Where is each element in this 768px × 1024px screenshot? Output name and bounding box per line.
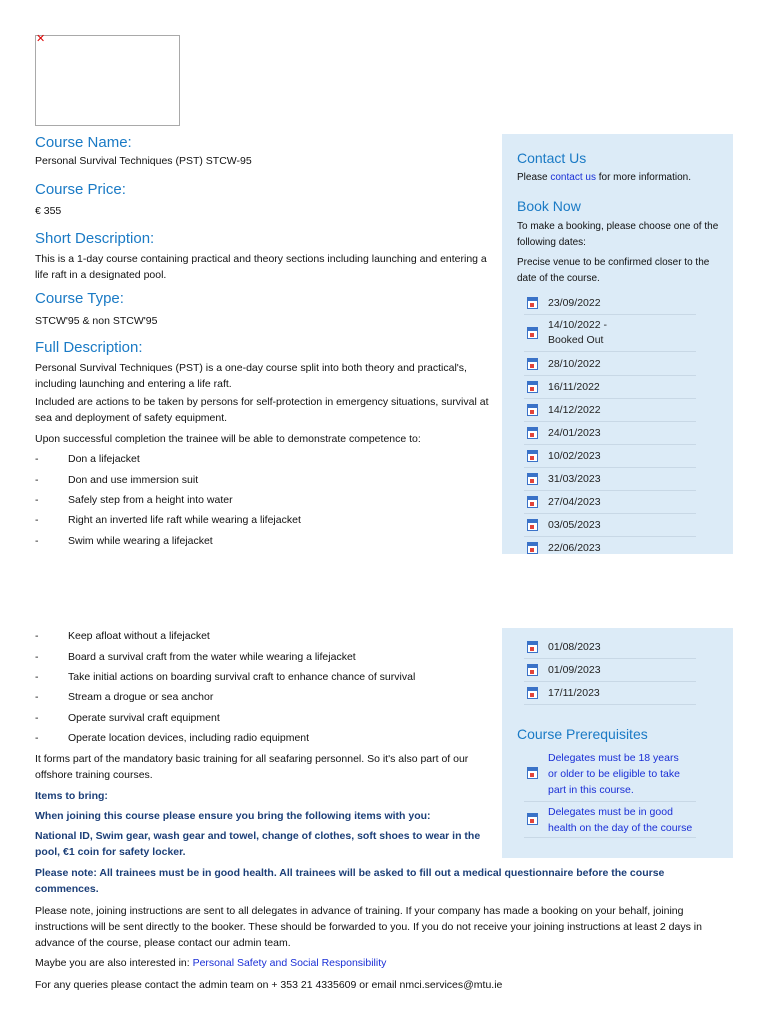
broken-image-icon: ✕ xyxy=(36,33,46,45)
contact-text: Please contact us for more information. xyxy=(517,172,691,183)
related-course-link[interactable]: Personal Safety and Social Responsibility xyxy=(192,957,387,969)
calendar-icon xyxy=(527,813,538,825)
full-description-p3: Upon successful completion the trainee will be able to demonstrate competence to: xyxy=(35,433,421,445)
items-intro: When joining this course please ensure you bring the following items with you: xyxy=(35,810,431,822)
interest-prefix: Maybe you are also interested in: xyxy=(35,957,193,969)
full-description-p1: Personal Survival Techniques (PST) is a one-day course split into both theory and practical's, including launching and entering a life raft. xyxy=(35,362,467,390)
calendar-icon xyxy=(527,542,538,554)
calendar-icon xyxy=(527,327,538,339)
health-note: Please note: All trainees must be in good health. All trainees will be asked to fill out a medical questionnaire before the course commences. xyxy=(35,867,665,895)
date-item[interactable]: 03/05/2023 xyxy=(524,516,696,537)
calendar-icon xyxy=(527,450,538,462)
calendar-icon xyxy=(527,404,538,416)
items-heading: Items to bring: xyxy=(35,790,108,802)
calendar-icon xyxy=(527,427,538,439)
course-price: € 355 xyxy=(35,205,62,217)
prerequisite-item: Delegates must be in good health on the day of the course xyxy=(524,803,696,838)
full-description-p2: Included are actions to be taken by persons for self-protection in emergency situations, survival at sea and deployment of safety equipment. xyxy=(35,396,489,424)
items-list: National ID, Swim gear, wash gear and towel, change of clothes, soft shoes to wear in the pool, €1 coin for safety locker. xyxy=(35,830,481,858)
queries-line: For any queries please contact the admin team on + 353 21 4335609 or email nmci.services@mtu.ie xyxy=(35,979,503,991)
contact-us-link[interactable]: contact us xyxy=(550,172,596,183)
course-name-heading: Course Name: xyxy=(35,134,132,151)
calendar-icon xyxy=(527,358,538,370)
course-image-placeholder xyxy=(35,35,180,126)
course-price-heading: Course Price: xyxy=(35,181,126,198)
date-item[interactable]: 27/04/2023 xyxy=(524,493,696,514)
date-item[interactable]: 10/02/2023 xyxy=(524,447,696,468)
prerequisites-heading: Course Prerequisites xyxy=(517,726,648,742)
book-now-heading: Book Now xyxy=(517,198,581,214)
course-type: STCW'95 & non STCW'95 xyxy=(35,315,158,327)
contact-heading: Contact Us xyxy=(517,150,587,166)
venue-note: Precise venue to be confirmed closer to the date of the course. xyxy=(517,257,710,284)
calendar-icon xyxy=(527,767,538,779)
date-item[interactable]: 16/11/2022 xyxy=(524,378,696,399)
calendar-icon xyxy=(527,687,538,699)
course-type-heading: Course Type: xyxy=(35,290,124,307)
interest-line xyxy=(35,955,725,971)
calendar-icon xyxy=(527,297,538,309)
sidebar-panel-continued xyxy=(502,628,733,858)
short-description-heading: Short Description: xyxy=(35,230,155,247)
calendar-icon xyxy=(527,519,538,531)
date-item[interactable]: 17/11/2023 xyxy=(524,684,696,705)
date-item[interactable]: 28/10/2022 xyxy=(524,355,696,376)
date-item[interactable]: 14/10/2022 - Booked Out xyxy=(524,317,696,352)
mandatory-note: It forms part of the mandatory basic training for all seafaring personnel. So it's also part of our offshore training courses. xyxy=(35,753,469,781)
date-item[interactable]: 22/06/2023 xyxy=(524,539,696,554)
calendar-icon xyxy=(527,473,538,485)
date-item[interactable]: 01/09/2023 xyxy=(524,661,696,682)
prerequisite-item: Delegates must be 18 years or older to be eligible to take part in this course. xyxy=(524,749,696,802)
sidebar-panel xyxy=(502,134,733,554)
calendar-icon xyxy=(527,664,538,676)
course-name: Personal Survival Techniques (PST) STCW-95 xyxy=(35,155,252,167)
calendar-icon xyxy=(527,381,538,393)
date-item[interactable]: 24/01/2023 xyxy=(524,424,696,445)
book-instructions: To make a booking, please choose one of the following dates: xyxy=(517,221,719,248)
calendar-icon xyxy=(527,496,538,508)
date-item[interactable]: 14/12/2022 xyxy=(524,401,696,422)
date-item[interactable]: 23/09/2022 xyxy=(524,294,696,315)
calendar-icon xyxy=(527,641,538,653)
short-description: This is a 1-day course containing practical and theory sections including launching and entering a life raft in a designated pool. xyxy=(35,253,487,281)
date-item[interactable]: 31/03/2023 xyxy=(524,470,696,491)
date-item[interactable]: 01/08/2023 xyxy=(524,638,696,659)
joining-note: Please note, joining instructions are sent to all delegates in advance of training. If your company has made a booking on your behalf, joining instructions will be sent directly to the booker. These should be forwarded to you. If you do not receive your joining instructions at least 2 days in advance of the course, please contact our admin team. xyxy=(35,905,702,949)
full-description-heading: Full Description: xyxy=(35,339,143,356)
